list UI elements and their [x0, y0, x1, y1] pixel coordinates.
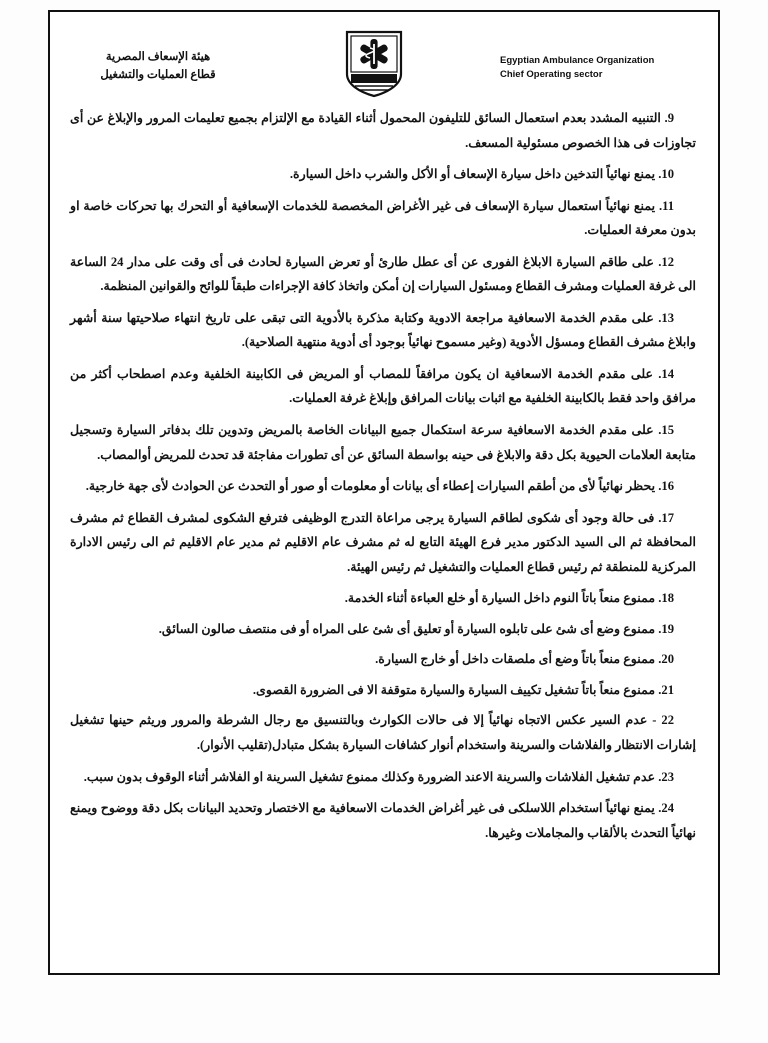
clause-item: 13. على مقدم الخدمة الاسعافية مراجعة الادوية وكتابة مذكرة بالأدوية التى تبقى على تاريخ انتهاء صلاحيتها سنة أشهر وابلاغ مشرف القطاع ومسؤل الأدوية (وغير مسموح نهائياً بوجود أى أدوية منتهية الصلاحية). — [70, 310, 696, 350]
logo-container — [318, 26, 430, 98]
clause-item: 15. على مقدم الخدمة الاسعافية سرعة استكمال جميع البيانات الخاصة بالمريض وتدوين تلك بدفاتر السيارة وتسجيل متابعة العلامات الحيوية بكل دقة والابلاغ فى حينه بواسطة السائق عن أى تطورات مفاجئة قد تحدث للمريض أوالمصاب. — [70, 423, 696, 462]
clause-item: 10. يمنع نهائياً التدخين داخل سيارة الإسعاف أو الأكل والشرب داخل السيارة. — [289, 167, 674, 182]
clause-item: 9. التنبيه المشدد بعدم استعمال السائق للتليفون المحمول أثناء القيادة مع الإلتزام بجميع تعليمات المرور والإبلاغ عن أى تجاوزات فى هذا الخصوص مسئولية المسعف. — [70, 111, 696, 150]
clause-item: 24. يمنع نهائياً استخدام اللاسلكى فى غير أغراض الخدمات الاسعافية مع الاختصار وتحديد البيانات بكل دقة ووضوح ويمنع نهائياً التحدث بالألقاب والمجاملات وغيرها. — [70, 801, 696, 840]
clause-item: 20. ممنوع منعاً باتاً وضع أى ملصقات داخل أو خارج السيارة. — [375, 652, 674, 667]
document-sheet — [48, 10, 720, 975]
organization-name-english-line2: Chief Operating sector — [500, 69, 603, 81]
clause-item: 22 - عدم السير عكس الاتجاه نهائياً إلا فى حالات الكوارث وبالتنسيق مع رجال الشرطة والمرور وريثم حينها تشغيل إشارات الانتظار والفلاشات والسرينة واستخدام أنوار كشافات السيارة بشكل متبادل(تقليب الأنوار). — [70, 713, 696, 753]
document-header — [68, 26, 700, 100]
organization-name-arabic-line2: قطاع العمليات والتشغيل — [100, 69, 216, 82]
clause-item: 16. يحظر نهائياً لأى من أطقم السيارات إعطاء أى بيانات أو معلومات أو صور أو التحدث عن الحوادث لأى جهة خارجية. — [85, 479, 674, 494]
clause-item: 23. عدم تشغيل الفلاشات والسرينة الاعند الضرورة وكذلك ممنوع تشغيل السرينة او الفلاشر أثناء الوقوف بدون سبب. — [83, 769, 674, 784]
clause-item: 12. على طاقم السيارة الابلاغ الفورى عن أى عطل طارئ أو تعرض السيارة لحادث فى أى وقت على مدار 24 الساعة الى غرفة العمليات ومشرف القطاع ومسئول السيارات إن أمكن واتخاذ كافة الإجراءات طبقاً للوائح والقوانين المنظمة. — [70, 254, 696, 294]
clause-list — [68, 106, 700, 845]
clause-item: 19. ممنوع وضع أى شئ على تابلوه السيارة أو تعليق أى شئ على المراه أو فى منتصف صالون السائق. — [158, 621, 674, 636]
organization-name-english — [500, 26, 700, 83]
clause-item: 14. على مقدم الخدمة الاسعافية ان يكون مرافقاً للمصاب أو المريض فى الكابينة الخلفية وعدم اصطحاب أكثر من مرافق واحد فقط بالكابينة الخلفية مع اثبات بيانات المرافق وإبلاغ غرفة العمليات. — [70, 366, 696, 406]
clause-item: 18. ممنوع منعاً باتاً النوم داخل السيارة أو خلع العباءة أثناء الخدمة. — [344, 591, 674, 606]
organization-name-arabic-line1: هيئة الإسعاف المصرية — [105, 51, 211, 63]
organization-name-english-line1: Egyptian Ambulance Organization — [500, 55, 655, 66]
star-of-life-ambulance-emblem-icon — [337, 28, 411, 98]
clause-item: 17. فى حالة وجود أى شكوى لطاقم السيارة يرجى مراعاة التدرج الوظيفى فترفع الشكوى لمشرف القطاع ثم مشرف المحافظة ثم الى السيد الدكتور مدير فرع الهيئة التابع له ثم مشرف عام الاقليم ثم مدير عام الاقليم ثم الى رئيس الادارة المركزية للمنطقة ثم رئيس قطاع العمليات والتشغيل ثم رئيس الهيئة. — [70, 510, 696, 574]
organization-name-arabic — [68, 26, 248, 85]
clause-item: 21. ممنوع منعاً باتاً تشغيل تكييف السيارة والسيارة متوقفة الا فى الضرورة القصوى. — [252, 682, 674, 697]
clause-item: 11. يمنع نهائياً استعمال سيارة الإسعاف فى غير الأغراض المخصصة للخدمات الإسعافية أو التحرك بها تحركات خاصة او بدون معرفة العمليات. — [70, 198, 696, 238]
